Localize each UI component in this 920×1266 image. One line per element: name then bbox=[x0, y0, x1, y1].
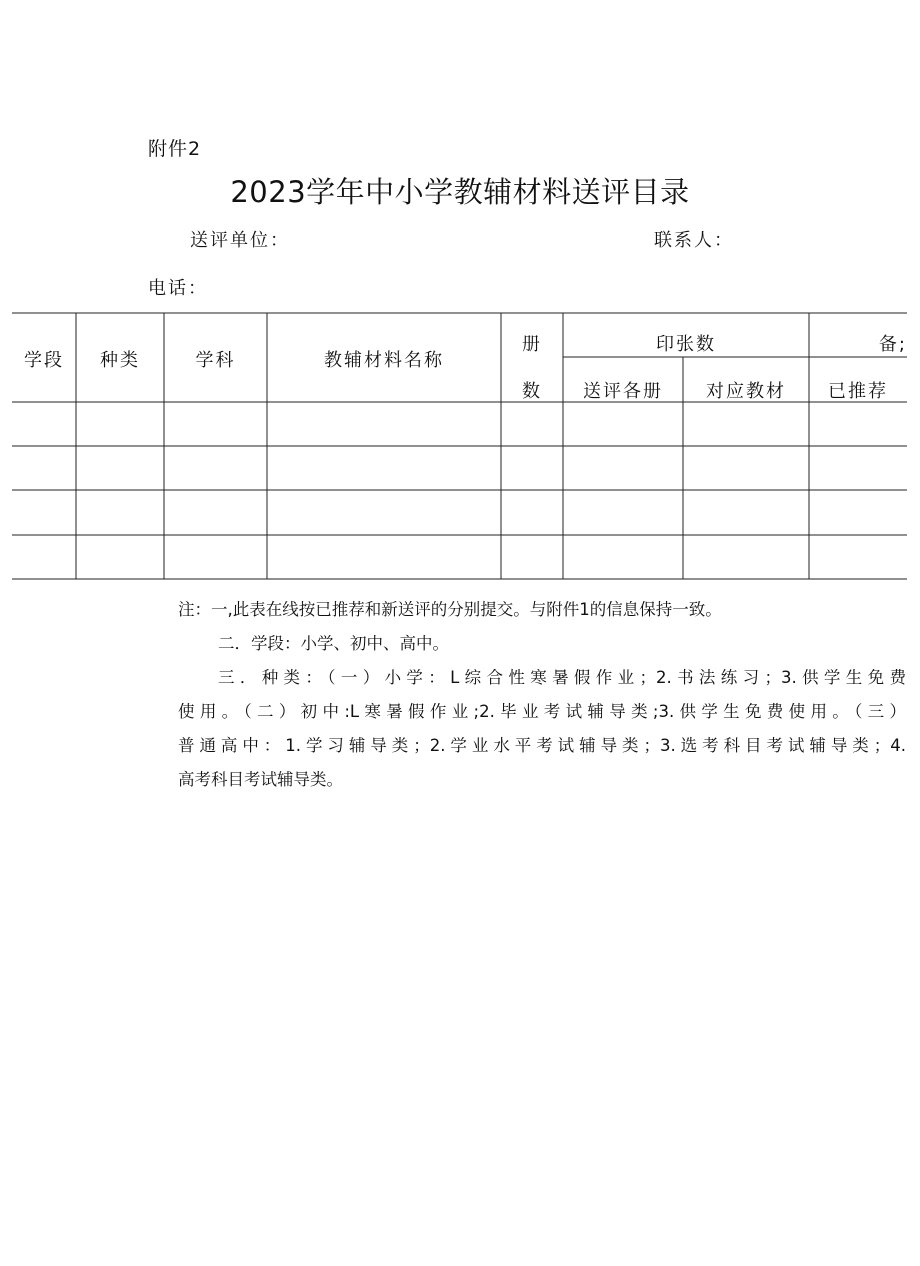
note-line-5: 普通高中：1.学习辅导类；2.学业水平考试辅导类；3.选考科目考试辅导类；4. bbox=[178, 736, 906, 755]
header-remark-top: 备; bbox=[878, 334, 907, 355]
attachment-label: 附件2 bbox=[148, 138, 202, 160]
note-line-4: 使用。（二）初中:L寒暑假作业;2.毕业考试辅导类;3.供学生免费使用。（三） bbox=[178, 702, 906, 721]
note-line-3: 三．种类：（一）小学：L综合性寒暑假作业；2.书法练习；3.供学生免费 bbox=[218, 668, 906, 687]
contact-person-label: 联系人： bbox=[654, 230, 734, 251]
header-material-name: 教辅材料名称 bbox=[324, 350, 444, 371]
note-line-1: 注：一,此表在线按已推荐和新送评的分别提交。与附件1的信息保持一致。 bbox=[178, 600, 722, 619]
submitting-unit-label: 送评单位： bbox=[190, 230, 290, 251]
table-row[interactable] bbox=[12, 535, 907, 579]
notes-section bbox=[178, 593, 906, 797]
note-line-6: 高考科目考试辅导类。 bbox=[178, 770, 343, 789]
header-subject: 学科 bbox=[195, 350, 236, 371]
table-row[interactable] bbox=[12, 402, 907, 446]
table-row[interactable] bbox=[12, 490, 907, 535]
note-line-2: 二．学段：小学、初中、高中。 bbox=[218, 634, 449, 653]
table-row[interactable] bbox=[12, 446, 907, 490]
header-volume-bottom: 数 bbox=[522, 381, 542, 402]
header-category: 种类 bbox=[100, 350, 140, 371]
phone-label: 电话： bbox=[148, 278, 208, 299]
header-sheets-submitted: 送评各册 bbox=[583, 381, 663, 402]
header-sheets-textbook: 对应教材 bbox=[706, 381, 786, 402]
header-stage: 学段 bbox=[24, 350, 64, 371]
header-printed-sheets: 印张数 bbox=[656, 334, 716, 355]
document-title: 2023学年中小学教辅材料送评目录 bbox=[230, 175, 690, 209]
header-remark-bottom: 已推荐 bbox=[828, 381, 888, 402]
header-volume-top: 册 bbox=[522, 334, 542, 355]
